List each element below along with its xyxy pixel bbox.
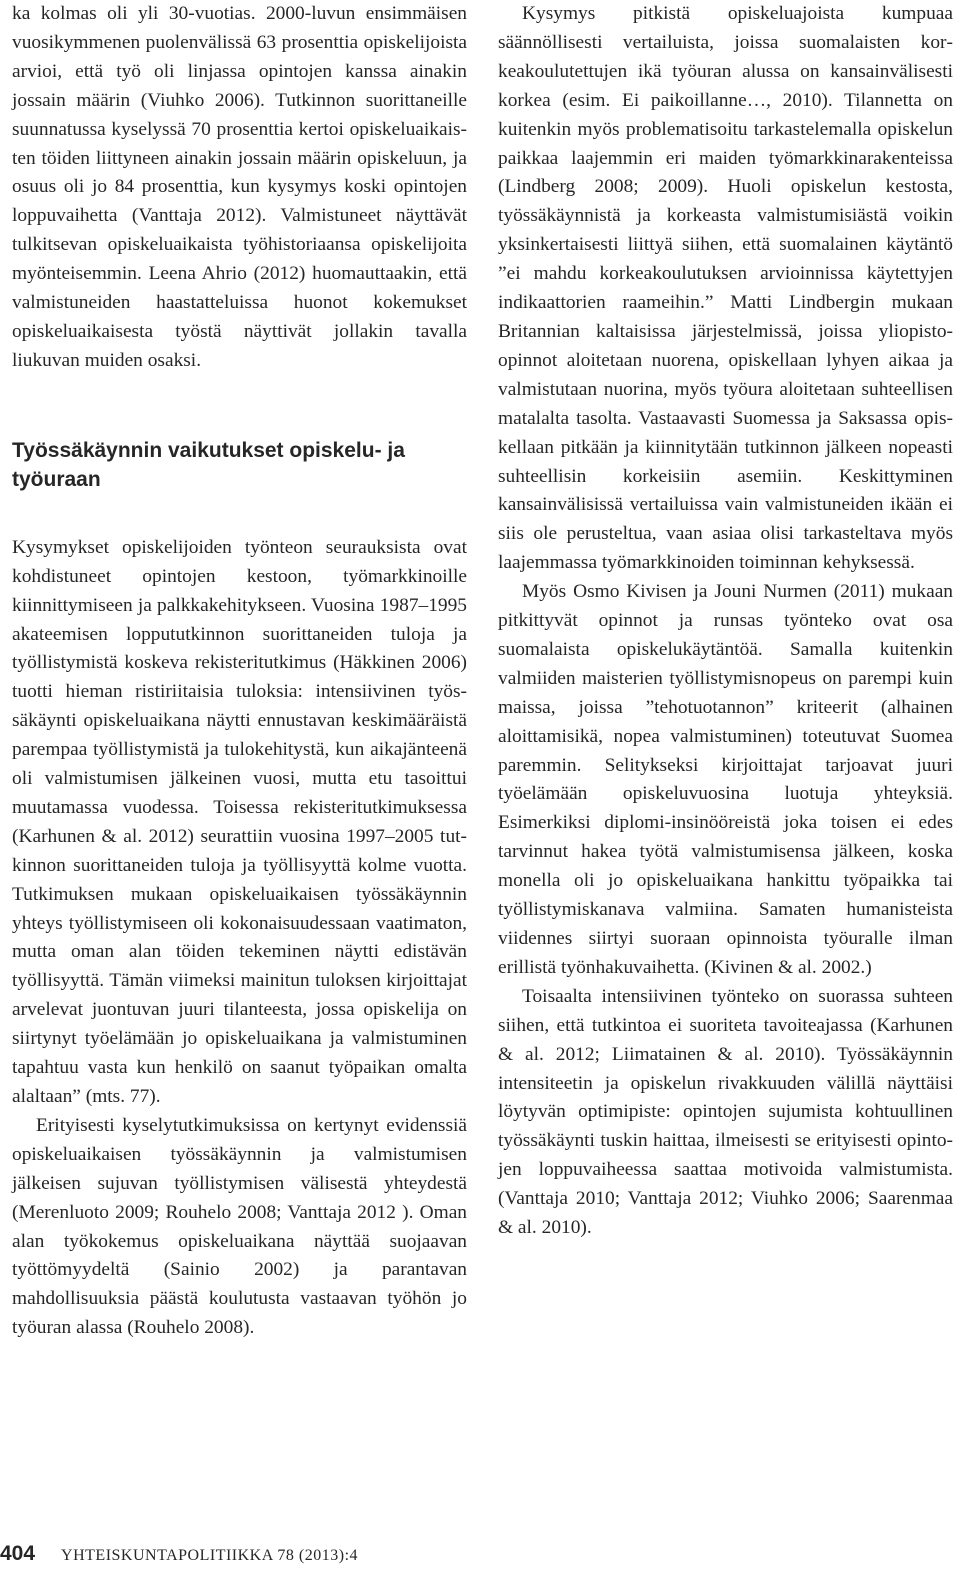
page-number: 404 bbox=[0, 1542, 36, 1565]
left-paragraph-1: ka kolmas oli yli 30-vuotias. 2000-luvun ensimmäisen vuosikymmenen puolenvälissä 63 prosenttia opiskelijoista arvioi, että työ oli linjassa opintojen kanssa ainakin jossain määrin (Viuhko 2006). Tutkinnon suorittaneille suunnatussa kyselyssä 70 prosenttia kertoi opiskeluaikaisten töiden liittyneen ainakin jossain määrin opiskeluun, ja osuus oli jo 84 prosenttia, kun kysymys koski opintojen loppuvaihetta (Vanttaja 2012). Valmistuneet näyttävät tulkitsevan opiskeluaikaista työhistoriaansa opiskelijoita myönteisemmin. Leena Ahrio (2012) huomauttaakin, että valmistuneiden haastatteluissa huonot kokemukset opiskeluaikaisesta työstä näyttivät jollakin tavalla liukuvan muiden osaksi. bbox=[12, 3, 467, 371]
right-paragraph-1: Kysymys pitkistä opiskeluajoista kumpuaa säännöllisesti vertailuista, joissa suomalaisten korkeakoulutettujen ikä työuran alussa on kansainvälisesti korkea (esim. Ei paikoillanne…, 2010). Tilannetta on kuitenkin myös problematisoitu tarkastelemalla opiskelun paikkaa laajemmin eri maiden työmarkkinarakenteissa (Lindberg 2008; 2009). Huoli opiskelun kestosta, työssäkäynnistä ja korkeasta valmistumisiästä voikin yksinkertaisesti liittyä siihen, että suomalainen käytäntö ”ei mahdu korkeakoulutuksen arvioinnissa käytettyjen indikaattorien raameihin.” Matti Lindbergin mukaan Britannian kaltaisissa järjestelmissä, joissa yliopisto-opinnot aloitetaan nuorena, opiskellaan lyhyen aikaa ja valmistutaan nuorina, myös työura aloitetaan suhteellisen matalalta tasolta. Vastaavasti Suomessa ja Saksassa opiskellaan pitkään ja kiinnitytään tutkinnon jälkeen nopeasti suhteellisin korkeisiin asemiin. Keskittyminen kansainvälisissä vertailuissa vain valmistuneiden ikään ei siis ole perusteltua, vaan asiaa olisi tarkasteltava myös laajemmassa työmarkkinoiden toiminnan kehyksessä. bbox=[498, 3, 953, 574]
right-column bbox=[498, 0, 953, 1243]
left-paragraph-2: Kysymykset opiskelijoiden työnteon seurauksista ovat kohdistuneet opintojen kestoon, työmarkkinoille kiinnittymiseen ja palkkakehitykseen. Vuosina 1987–1995 akateemisen loppututkinnon suorittaneiden tuloja ja työllistymistä koskeva rekisteritutkimus (Häkkinen 2006) tuotti hieman ristiriitaisia tuloksia: intensiivinen työssäkäynti opiskeluaikana näytti ennustavan keskimääräistä parempaa työllistymistä ja tulokehitystä, kun aikajänteenä oli valmistumisen jälkeinen vuosi, mutta etu tasoittui muutamassa vuodessa. Toisessa rekisteritutkimuksessa (Karhunen & al. 2012) seurattiin vuosina 1997–2005 tutkinnon suorittaneiden tuloja ja työllisyyttä kolme vuotta. Tutkimuksen mukaan opiskeluaikaisen työssäkäynnin yhteys työllistymiseen oli kokonaisuudessaan vaatimaton, mutta oman alan töiden tekeminen näytti edistävän työllisyyttä. Tämän viimeksi mainitun tuloksen kirjoittajat arvelevat juontuvan juuri tilanteesta, jossa opiskelija on siirtynyt työelämään jo opiskeluaikana ja valmistuminen tapahtuu vasta kun henkilö on saanut työpaikan omalta alaltaan” (mts. 77). bbox=[12, 536, 467, 1107]
journal-name: YHTEISKUNTAPOLITIIKKA 78 (2013):4 bbox=[61, 1547, 359, 1564]
left-paragraph-3: Erityisesti kyselytutkimuksissa on kertynyt evidenssiä opiskeluaikaisen työssäkäynnin ja valmistumisen jälkeisen sujuvan työllistymisen välisestä yhteydestä (Merenluoto 2009; Rouhelo 2008; Vanttaja 2012 ). Oman alan työkokemus opiskeluaikana näyttää suojaavan työttömyydeltä (Sainio 2002) ja parantavan mahdollisuuksia päästä koulutusta vastaavan työhön jo työuran alassa (Rouhelo 2008). bbox=[12, 1114, 467, 1339]
page-footer bbox=[0, 1542, 358, 1566]
right-paragraph-3: Toisaalta intensiivinen työnteko on suorassa suhteen siihen, että tutkintoa ei suoriteta tavoiteajassa (Karhunen & al. 2012; Liimatainen & al. 2010). Työssäkäynnin intensiteetin ja opiskelun rivakkuuden välillä näyttäisi löytyvän optimipiste: opintojen sujumista kohtuullinen työssäkäynti tuskin haittaa, ilmeisesti se erityisesti opintojen loppuvaiheessa saattaa motivoida valmistumista. (Vanttaja 2010; Vanttaja 2012; Viuhko 2006; Saarenmaa & al. 2010). bbox=[498, 985, 953, 1239]
right-paragraph-2: Myös Osmo Kivisen ja Jouni Nurmen (2011) mukaan pitkittyvät opinnot ja runsas työnteko ovat osa suomalaista opiskelukäytäntöä. Samalla kuitenkin valmiiden maisterien työllistymisnopeus on parempi kuin maissa, joissa ”tehotuotannon” kriteerit (alhainen aloittamisikä, nopea valmistuminen) toteutuvat Suomea paremmin. Selitykseksi kirjoittajat tarjoavat juuri työelämään opiskeluvuosina luotuja yhteyksiä. Esimerkiksi diplomi-insinööreistä joka toisen ei edes tarvinnut hakea työtä valmistumisensa jälkeen, koska monella oli jo opiskeluaikana hankittu työpaikka tai työllistymiskanava valmiina. Samaten humanisteista viidennes siirtyi suoraan opinnoista työuralle ilman erillistä työnhakuvaihetta. (Kivinen & al. 2002.) bbox=[498, 581, 953, 978]
section-heading: Työssäkäynnin vaikutukset opiskelu- ja työuraan bbox=[12, 438, 405, 491]
left-column bbox=[12, 0, 467, 1343]
